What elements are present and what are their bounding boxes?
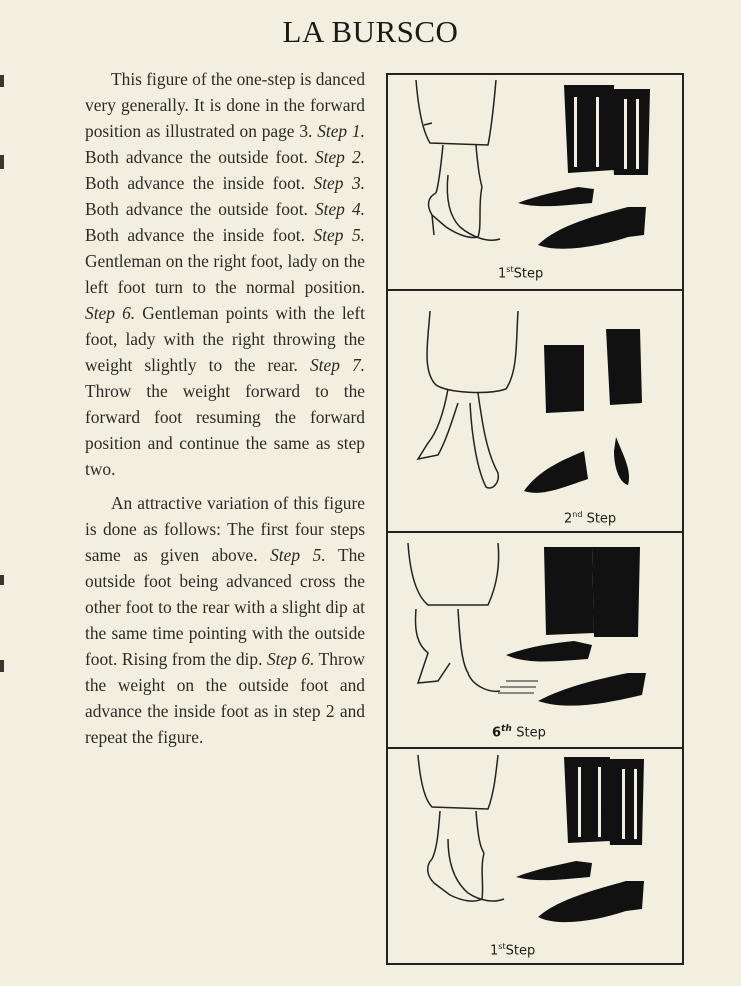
page-title: LA BURSCO [282,14,459,49]
text-run: Both advance the inside foot. [85,225,314,245]
illustration-panel-3 [388,533,682,749]
feet-drawing-2 [388,291,682,533]
text-run: Gentleman points with the left foot, lady with the right throwing the weight slightly to the rear. [85,303,366,375]
illustration-panel-4 [388,749,682,965]
text-run: An attractive variation of this figure is done as follows: The first four steps same as given above. [85,493,365,565]
step-label: Step 5. [270,545,326,565]
paragraph-main [85,66,365,482]
feet-drawing-3 [388,533,682,749]
panel-caption-2: 2nd Step [564,510,617,527]
feet-drawing-1 [388,75,682,291]
paragraph-variation [85,490,365,750]
binding-mark [0,75,4,87]
panel-caption-4: 1stStep [490,942,536,959]
text-run: Both advance the outside foot. [85,199,315,219]
text-run: Throw the weight on the outside foot and advance the inside foot as in step 2 and repeat the figure. [85,649,365,747]
step-illustration-figure [386,73,684,965]
step-label: Step 3. [313,173,365,193]
step-label: Step 2. [314,147,365,167]
body-text [85,66,365,750]
binding-mark [0,155,4,169]
step-label: Step 6. [85,303,136,323]
step-label: Step 4. [314,199,365,219]
binding-mark [0,575,4,585]
binding-mark [0,660,4,672]
illustration-panel-1 [388,75,682,291]
text-run: Both advance the inside foot. [85,173,314,193]
text-run: Both advance the outside foot. [85,147,315,167]
step-label: Step 7. [309,355,365,375]
text-run: This figure of the one-step is danced very generally. It is done in the forward position as illustrated on page 3. [85,69,366,141]
feet-drawing-4 [388,749,682,965]
text-run: Gentleman on the right foot, lady on the left foot turn to the normal position. [85,251,365,297]
step-label: Step 5. [313,225,365,245]
text-run: Throw the weight forward to the forward foot resuming the forward position and continue the same as step two. [85,381,365,479]
panel-caption-1: 1stStep [498,265,544,282]
step-label: Step 1. [317,121,365,141]
step-label: Step 6. [266,649,315,669]
text-run: The outside foot being advanced cross the other foot to the rear with a slight dip at the same time pointing with the outside foot. Rising from the dip. [85,545,365,669]
panel-caption-3: 6th Step [492,724,546,741]
illustration-panel-2 [388,291,682,533]
